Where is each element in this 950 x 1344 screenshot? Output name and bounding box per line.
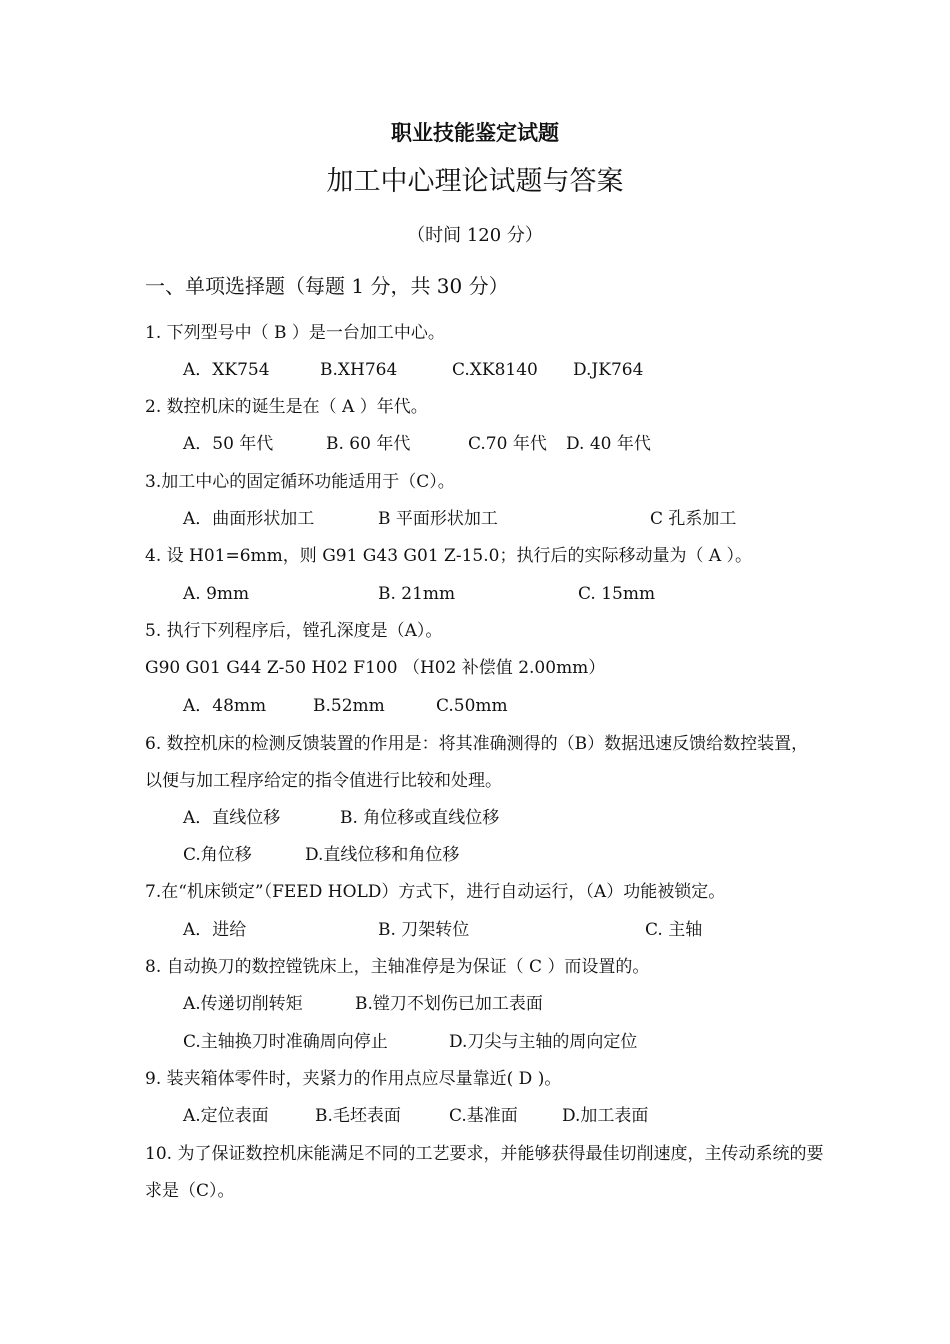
question-10-stem: 10. 为了保证数控机床能满足不同的工艺要求，并能够获得最佳切削速度，主传动系统的要求是（C）。	[145, 1144, 824, 1201]
question-8-stem: 8. 自动换刀的数控镗铣床上，主轴准停是为保证（ C ）而设置的。	[145, 957, 650, 977]
question-9-option-a: A.定位表面	[183, 1106, 269, 1126]
time-limit: （时间 120 分）	[407, 225, 543, 246]
page-title: 加工中心理论试题与答案	[326, 166, 624, 197]
question-2-stem: 2. 数控机床的诞生是在（ A ）年代。	[145, 397, 428, 417]
question-7-stem: 7.在“机床锁定”（FEED HOLD）方式下，进行自动运行，（A）功能被锁定。	[145, 882, 726, 902]
question-7-option-b: B. 刀架转位	[378, 920, 470, 940]
question-4-option-a: A. 9mm	[183, 584, 250, 604]
question-5-option-a: A．48mm	[183, 696, 267, 716]
question-4-stem: 4. 设 H01=6mm，则 G91 G43 G01 Z-15.0；执行后的实际移动量为（ A ）。	[145, 546, 753, 566]
question-3-option-c: C 孔系加工	[650, 509, 737, 529]
question-4-option-c: C. 15mm	[578, 584, 656, 604]
question-1-stem: 1. 下列型号中（ B ）是一台加工中心。	[145, 323, 445, 343]
question-8-option-c: C.主轴换刀时准确周向停止	[183, 1032, 388, 1052]
question-6-option-b: B. 角位移或直线位移	[340, 808, 500, 828]
question-1-option-d: D.JK764	[573, 360, 644, 380]
question-8-option-a: A.传递切削转矩	[183, 994, 303, 1014]
question-6-option-a: A．直线位移	[183, 808, 281, 828]
question-2-option-d: D. 40 年代	[566, 434, 651, 454]
question-7-option-a: A．进给	[183, 920, 247, 940]
section-heading: 一、单项选择题（每题 1 分，共 30 分）	[145, 274, 509, 298]
question-3-option-a: A．曲面形状加工	[183, 509, 315, 529]
question-9-option-c: C.基准面	[449, 1106, 518, 1126]
question-4-option-b: B. 21mm	[378, 584, 456, 604]
question-1-option-c: C.XK8140	[452, 360, 538, 380]
question-8-option-b: B.镗刀不划伤已加工表面	[355, 994, 543, 1014]
question-9-option-d: D.加工表面	[562, 1106, 649, 1126]
question-6-option-c: C.角位移	[183, 845, 252, 865]
question-2-option-a: A．50 年代	[183, 434, 274, 454]
question-6-option-d: D.直线位移和角位移	[305, 845, 460, 865]
question-5-option-c: C.50mm	[436, 696, 508, 716]
question-3-option-b: B 平面形状加工	[378, 509, 498, 529]
question-9-stem: 9. 装夹箱体零件时，夹紧力的作用点应尽量靠近( D )。	[145, 1069, 562, 1089]
question-5-stem: 5. 执行下列程序后，镗孔深度是（A）。	[145, 621, 443, 641]
question-5-option-b: B.52mm	[313, 696, 385, 716]
question-1-option-a: A．XK754	[183, 360, 270, 380]
question-3-stem: 3.加工中心的固定循环功能适用于（C）。	[145, 472, 455, 492]
exam-category-title: 职业技能鉴定试题	[391, 121, 559, 145]
question-8-option-d: D.刀尖与主轴的周向定位	[449, 1032, 638, 1052]
question-5-code: G90 G01 G44 Z-50 H02 F100 （H02 补偿值 2.00mm）	[145, 658, 606, 678]
question-7-option-c: C. 主轴	[645, 920, 703, 940]
question-2-option-b: B. 60 年代	[326, 434, 411, 454]
question-9-option-b: B.毛坯表面	[315, 1106, 401, 1126]
question-1-option-b: B.XH764	[320, 360, 398, 380]
question-2-option-c: C.70 年代	[468, 434, 547, 454]
question-6-stem: 6. 数控机床的检测反馈装置的作用是：将其准确测得的（B）数据迅速反馈给数控装置，以便与加工程序给定的指令值进行比较和处理。	[145, 734, 809, 791]
